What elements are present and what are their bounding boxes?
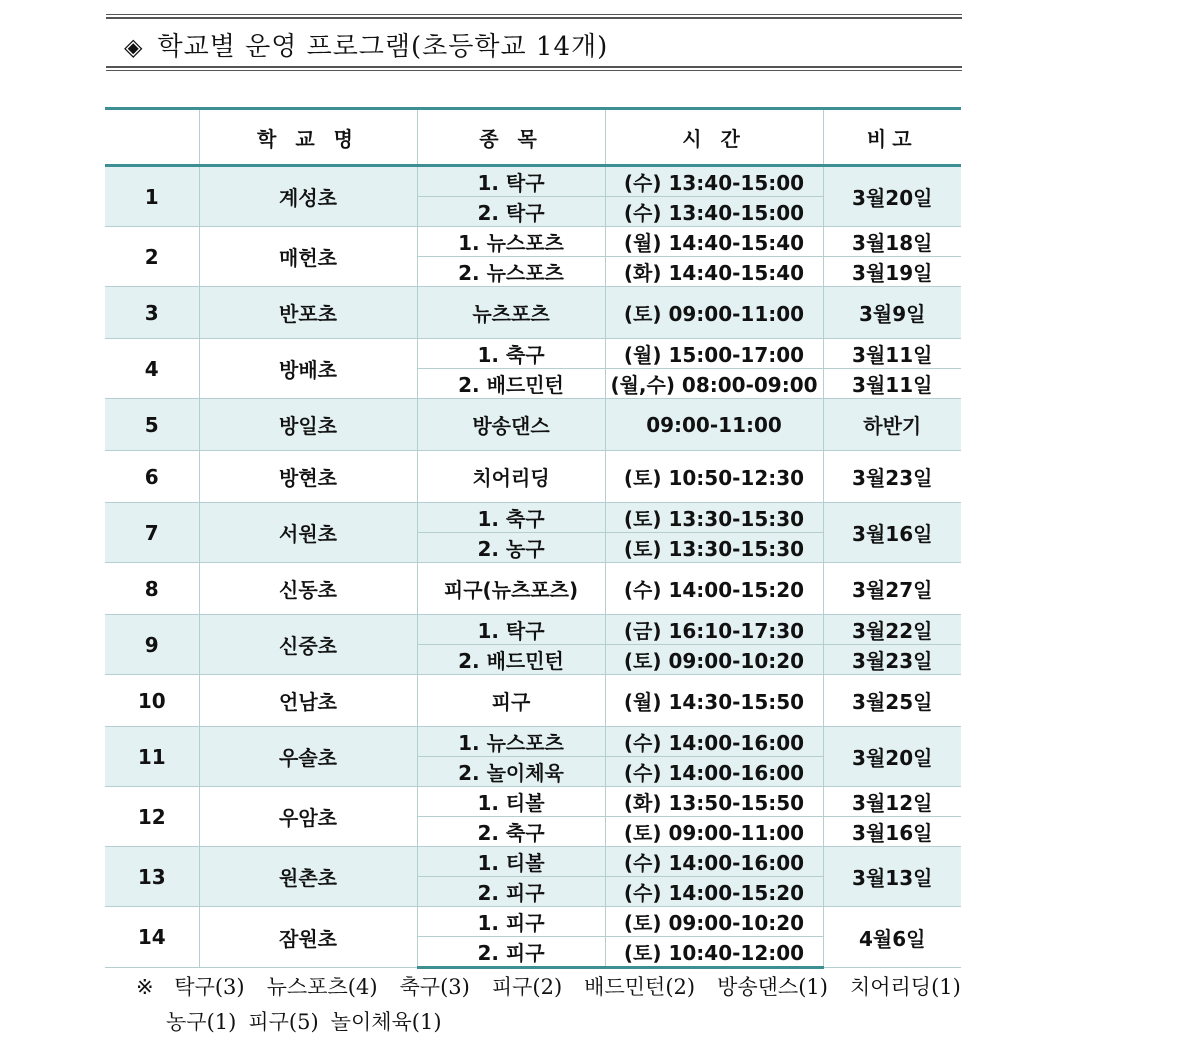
time-cell: (토) 13:30-15:30 <box>605 533 823 563</box>
note-cell: 3월20일 <box>823 166 961 227</box>
school-name: 원촌초 <box>199 847 417 907</box>
school-name: 매헌초 <box>199 227 417 287</box>
header-note: 비고 <box>823 109 961 166</box>
note-cell: 3월19일 <box>823 257 961 287</box>
summary-item: 피구(2) <box>491 975 563 999</box>
summary-item: 축구(3) <box>399 975 470 999</box>
sport-cell: 2. 놀이체육 <box>417 757 605 787</box>
time-cell: (월,수) 08:00-09:00 <box>605 369 823 399</box>
note-cell: 3월23일 <box>823 645 961 675</box>
time-cell: (수) 14:00-16:00 <box>605 757 823 787</box>
summary-item: 피구(5) <box>248 1010 319 1034</box>
summary-line-2 <box>136 1005 983 1040</box>
summary-item: 탁구(3) <box>174 975 245 999</box>
summary-item: 치어리딩(1) <box>849 975 961 999</box>
summary-item: 방송댄스(1) <box>717 975 828 999</box>
summary-item: 놀이체육(1) <box>330 1010 442 1034</box>
row-number: 4 <box>105 339 199 399</box>
sport-cell: 1. 뉴스포츠 <box>417 727 605 757</box>
row-number: 8 <box>105 563 199 615</box>
time-cell: (수) 13:40-15:00 <box>605 197 823 227</box>
school-group <box>105 563 961 615</box>
school-group <box>105 907 961 968</box>
summary-line-1 <box>136 970 983 1005</box>
title-rule-bottom-thick <box>106 66 962 68</box>
summary-note <box>136 970 983 1040</box>
time-cell: (수) 14:00-16:00 <box>605 727 823 757</box>
table-header-row <box>105 109 961 166</box>
table-row <box>105 727 961 757</box>
table-row <box>105 503 961 533</box>
school-group <box>105 503 961 563</box>
summary-item: 배드민턴(2) <box>584 975 696 999</box>
sport-cell: 치어리딩 <box>417 451 605 503</box>
sport-cell: 1. 티볼 <box>417 847 605 877</box>
sport-cell: 1. 뉴스포츠 <box>417 227 605 257</box>
school-name: 반포초 <box>199 287 417 339</box>
note-cell: 3월16일 <box>823 503 961 563</box>
row-number: 11 <box>105 727 199 787</box>
row-number: 3 <box>105 287 199 339</box>
title-rule-top-thick <box>106 17 962 19</box>
summary-item: 농구(1) <box>166 1010 237 1034</box>
sport-cell: 2. 피구 <box>417 877 605 907</box>
school-group <box>105 615 961 675</box>
sport-cell: 뉴츠포츠 <box>417 287 605 339</box>
table-row <box>105 166 961 197</box>
summary-item: 뉴스포츠(4) <box>266 975 378 999</box>
school-group <box>105 166 961 227</box>
note-cell: 3월13일 <box>823 847 961 907</box>
row-number: 5 <box>105 399 199 451</box>
time-cell: (월) 14:40-15:40 <box>605 227 823 257</box>
time-cell: (토) 09:00-10:20 <box>605 645 823 675</box>
note-cell: 3월23일 <box>823 451 961 503</box>
note-cell: 3월25일 <box>823 675 961 727</box>
school-name: 방현초 <box>199 451 417 503</box>
header-school: 학 교 명 <box>199 109 417 166</box>
program-table <box>105 107 961 969</box>
row-number: 12 <box>105 787 199 847</box>
title-rule-bottom-thin <box>106 70 962 71</box>
note-cell: 3월16일 <box>823 817 961 847</box>
title-rule-top-thin <box>106 14 962 15</box>
sport-cell: 2. 축구 <box>417 817 605 847</box>
note-cell: 3월27일 <box>823 563 961 615</box>
table-row <box>105 563 961 615</box>
sport-cell: 피구 <box>417 675 605 727</box>
note-cell: 4월6일 <box>823 907 961 968</box>
note-cell: 3월20일 <box>823 727 961 787</box>
row-number: 1 <box>105 166 199 227</box>
row-number: 13 <box>105 847 199 907</box>
time-cell: (월) 14:30-15:50 <box>605 675 823 727</box>
time-cell: (월) 15:00-17:00 <box>605 339 823 369</box>
sport-cell: 1. 탁구 <box>417 166 605 197</box>
time-cell: (수) 13:40-15:00 <box>605 166 823 197</box>
time-cell: (토) 10:50-12:30 <box>605 451 823 503</box>
time-cell: (수) 14:00-15:20 <box>605 877 823 907</box>
school-group <box>105 787 961 847</box>
table-row <box>105 227 961 257</box>
sport-cell: 1. 티볼 <box>417 787 605 817</box>
school-name: 신중초 <box>199 615 417 675</box>
sport-cell: 1. 피구 <box>417 907 605 937</box>
note-cell: 3월12일 <box>823 787 961 817</box>
school-name: 방일초 <box>199 399 417 451</box>
sport-cell: 2. 농구 <box>417 533 605 563</box>
row-number: 14 <box>105 907 199 968</box>
note-cell: 3월11일 <box>823 369 961 399</box>
table-row <box>105 675 961 727</box>
note-cell: 3월9일 <box>823 287 961 339</box>
school-name: 방배초 <box>199 339 417 399</box>
row-number: 9 <box>105 615 199 675</box>
title-label: 학교별 운영 프로그램(초등학교 14개) <box>157 32 609 62</box>
header-number <box>105 109 199 166</box>
sport-cell: 피구(뉴츠포츠) <box>417 563 605 615</box>
sport-cell: 1. 탁구 <box>417 615 605 645</box>
table-row <box>105 451 961 503</box>
school-group <box>105 451 961 503</box>
table-row <box>105 787 961 817</box>
table-row <box>105 399 961 451</box>
time-cell: (토) 09:00-11:00 <box>605 817 823 847</box>
section-title <box>106 14 962 72</box>
sport-cell: 2. 탁구 <box>417 197 605 227</box>
school-group <box>105 227 961 287</box>
sport-cell: 2. 피구 <box>417 937 605 968</box>
table-row <box>105 615 961 645</box>
row-number: 2 <box>105 227 199 287</box>
table-row <box>105 339 961 369</box>
school-name: 계성초 <box>199 166 417 227</box>
school-name: 신동초 <box>199 563 417 615</box>
sport-cell: 2. 뉴스포츠 <box>417 257 605 287</box>
time-cell: (토) 13:30-15:30 <box>605 503 823 533</box>
school-group <box>105 727 961 787</box>
school-group <box>105 339 961 399</box>
school-name: 잠원초 <box>199 907 417 968</box>
school-group <box>105 399 961 451</box>
school-group <box>105 847 961 907</box>
sport-cell: 2. 배드민턴 <box>417 645 605 675</box>
sport-cell: 1. 축구 <box>417 503 605 533</box>
row-number: 6 <box>105 451 199 503</box>
sport-cell: 2. 배드민턴 <box>417 369 605 399</box>
time-cell: (토) 09:00-10:20 <box>605 907 823 937</box>
time-cell: (수) 14:00-16:00 <box>605 847 823 877</box>
time-cell: 09:00-11:00 <box>605 399 823 451</box>
time-cell: (금) 16:10-17:30 <box>605 615 823 645</box>
school-group <box>105 675 961 727</box>
sport-cell: 1. 축구 <box>417 339 605 369</box>
table-row <box>105 847 961 877</box>
time-cell: (화) 14:40-15:40 <box>605 257 823 287</box>
header-time: 시 간 <box>605 109 823 166</box>
time-cell: (토) 10:40-12:00 <box>605 937 823 968</box>
row-number: 10 <box>105 675 199 727</box>
note-cell: 3월22일 <box>823 615 961 645</box>
school-name: 언남초 <box>199 675 417 727</box>
note-cell: 하반기 <box>823 399 961 451</box>
row-number: 7 <box>105 503 199 563</box>
note-cell: 3월11일 <box>823 339 961 369</box>
school-name: 우암초 <box>199 787 417 847</box>
school-name: 우솔초 <box>199 727 417 787</box>
time-cell: (화) 13:50-15:50 <box>605 787 823 817</box>
table-row <box>105 287 961 339</box>
school-name: 서원초 <box>199 503 417 563</box>
section-title-text <box>124 26 608 63</box>
sport-cell: 방송댄스 <box>417 399 605 451</box>
note-cell: 3월18일 <box>823 227 961 257</box>
table-row <box>105 907 961 937</box>
time-cell: (토) 09:00-11:00 <box>605 287 823 339</box>
diamond-bullet-icon: ◈ <box>124 33 144 61</box>
header-sport: 종 목 <box>417 109 605 166</box>
school-group <box>105 287 961 339</box>
note-marker: ※ <box>136 975 154 999</box>
time-cell: (수) 14:00-15:20 <box>605 563 823 615</box>
